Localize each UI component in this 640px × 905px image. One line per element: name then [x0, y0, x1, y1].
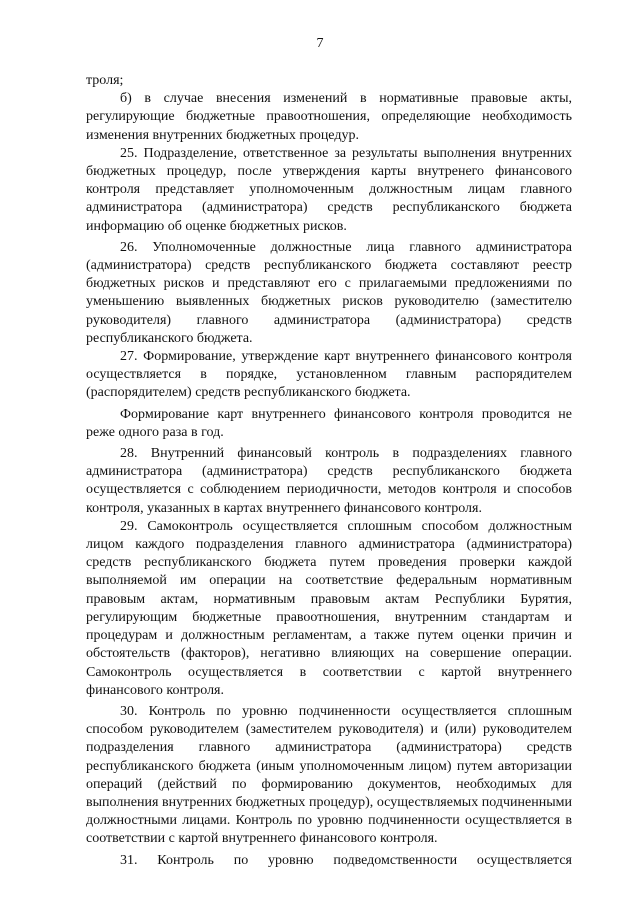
paragraph-25: 25. Подразделение, ответственное за результаты выполнения внутренних бюджетных процедур, после утверждения карты внутренего финансового контроля представляет уполномоченным должностным лицам главного администратора (администратора) средств республиканского бюджета информацию об оценке бюджетных рисков.: [86, 145, 572, 234]
paragraph-31: 31. Контроль по уровню подведомственности осуществляется: [120, 852, 572, 868]
document-body: [86, 72, 572, 870]
paragraph-26: 26. Уполномоченные должностные лица главного администратора (администратора) средств республиканского бюджета составляют реестр бюджетных рисков и представляют его с прилагаемыми предложениями по уменьшению выявленных бюджетных рисков руководителю (заместителю руководителя) главного администратора (администратора) средств республиканского бюджета.: [86, 239, 572, 346]
paragraph-27: 27. Формирование, утверждение карт внутреннего финансового контроля осуществляется в порядке, установленном главным распорядителем (распорядителем) средств республиканского бюджета.: [86, 349, 572, 401]
paragraph-continuation: троля;: [86, 73, 124, 88]
paragraph-30: 30. Контроль по уровню подчиненности осуществляется сплошным способом руководителем (заместителем руководителя) и (или) руководителем подразделения главного администратора (администратора) средств республиканского бюджета (иным уполномоченным лицом) путем авторизации операций (действий по формированию документов, необходимых для выполнения внутренних бюджетных процедур), осуществляемых подчиненными должностными лицами. Контроль по уровню подчиненности осуществляется в соответствии с картой внутреннего финансового контроля.: [86, 703, 572, 847]
paragraph-29: 29. Самоконтроль осуществляется сплошным способом должностным лицом каждого подразделения главного администратора (администратора) средств республиканского бюджета путем проведения проверки каждой выполняемой им операции на соответствие федеральным нормативным правовым актам, нормативным правовым актам Республики Бурятия, регулирующим бюджетные правоотношения, внутренним стандартам и процедурам и должностным регламентам, а также путем оценки причин и обстоятельств (факторов), негативно влияющих на совершение операции. Самоконтроль осуществляется в соответствии с картой внутреннего финансового контроля.: [86, 518, 572, 698]
paragraph-28: 28. Внутренний финансовый контроль в подразделениях главного администратора (администратора) средств республиканского бюджета осуществляется с соблюдением периодичности, методов контроля и способов контроля, указанных в картах внутреннего финансового контроля.: [86, 446, 572, 516]
paragraph-27-continued: Формирование карт внутреннего финансового контроля проводится не реже одного раза в год.: [86, 406, 572, 440]
paragraph-subitem-b: б) в случае внесения изменений в нормативные правовые акты, регулирующие бюджетные правоотношения, определяющие необходимость изменения внутренних бюджетных процедур.: [86, 91, 572, 143]
page-number: 7: [316, 36, 324, 51]
